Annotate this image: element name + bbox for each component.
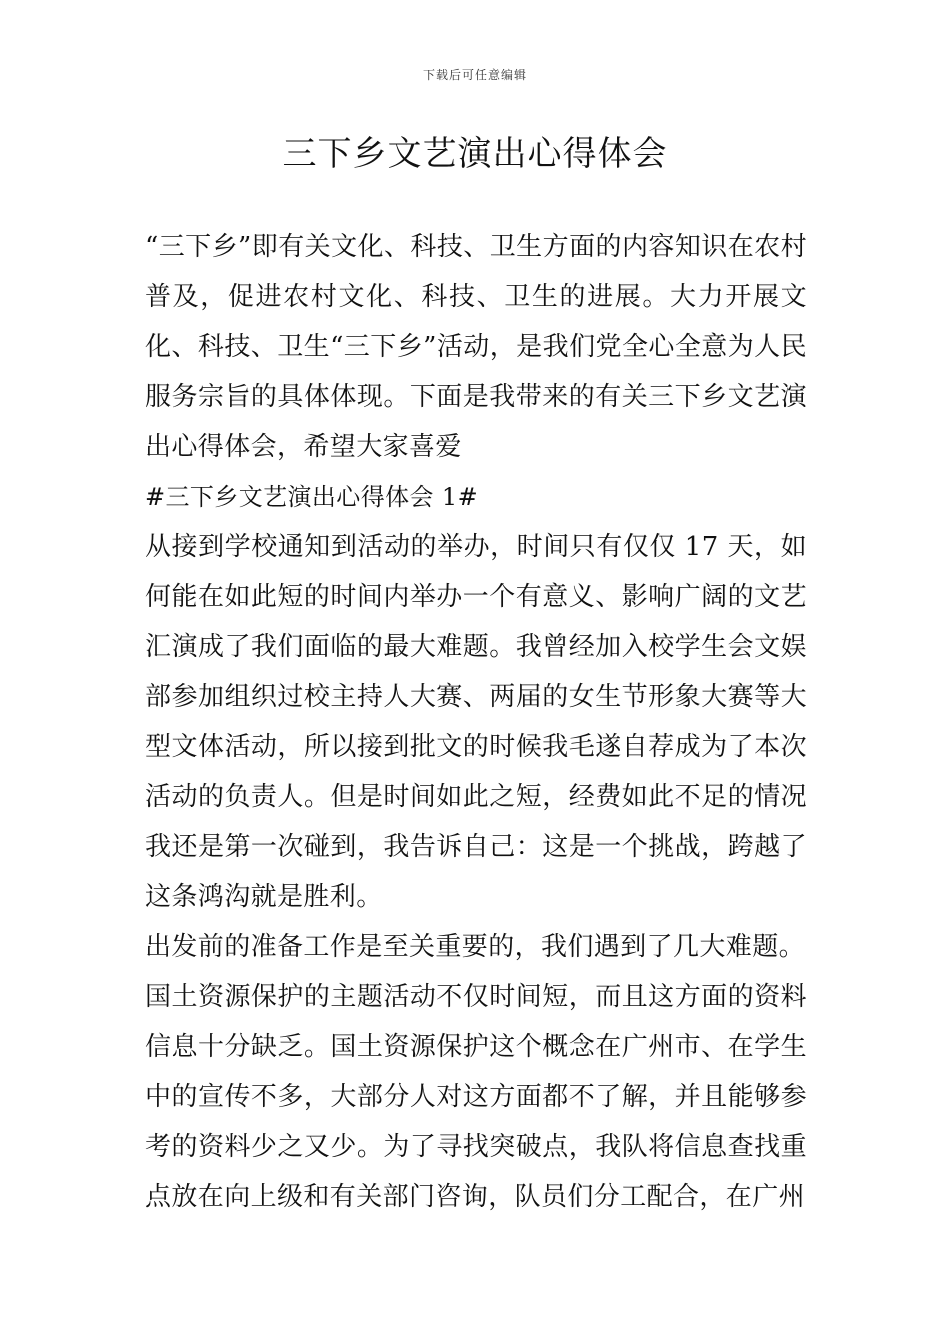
- page-title: 三下乡文艺演出心得体会: [282, 134, 668, 174]
- body-paragraph: 国土资源保护的主题活动不仅时间短，而且这方面的资料信息十分缺乏。国土资源保护这个概念在广州市、在学生中的宣传不多，大部分人对这方面都不了解，并且能够参考的资料少之又少。为了寻找突破点，我队将信息查找重点放在向上级和有关部门咨询，队员们分工配合，在广州: [145, 982, 807, 1212]
- section-heading: #三下乡文艺演出心得体会 1#: [145, 483, 479, 511]
- body-paragraph: 出发前的准备工作是至关重要的，我们遇到了几大难题。: [145, 932, 806, 962]
- document-body: [145, 222, 807, 1222]
- header-note: 下载后可任意编辑: [422, 68, 527, 82]
- intro-paragraph: “三下乡”即有关文化、科技、卫生方面的内容知识在农村普及，促进农村文化、科技、卫生的进展。大力开展文化、科技、卫生“三下乡”活动，是我们党全心全意为人民服务宗旨的具体体现。下面是我带来的有关三下乡文艺演出心得体会，希望大家喜爱: [145, 232, 807, 462]
- body-paragraph: 从接到学校通知到活动的举办，时间只有仅仅 17 天，如何能在如此短的时间内举办一个有意义、影响广阔的文艺汇演成了我们面临的最大难题。我曾经加入校学生会文娱部参加组织过校主持人大赛、两届的女生节形象大赛等大型文体活动，所以接到批文的时候我毛遂自荐成为了本次活动的负责人。但是时间如此之短，经费如此不足的情况我还是第一次碰到，我告诉自己：这是一个挑战，跨越了这条鸿沟就是胜利。: [145, 532, 807, 912]
